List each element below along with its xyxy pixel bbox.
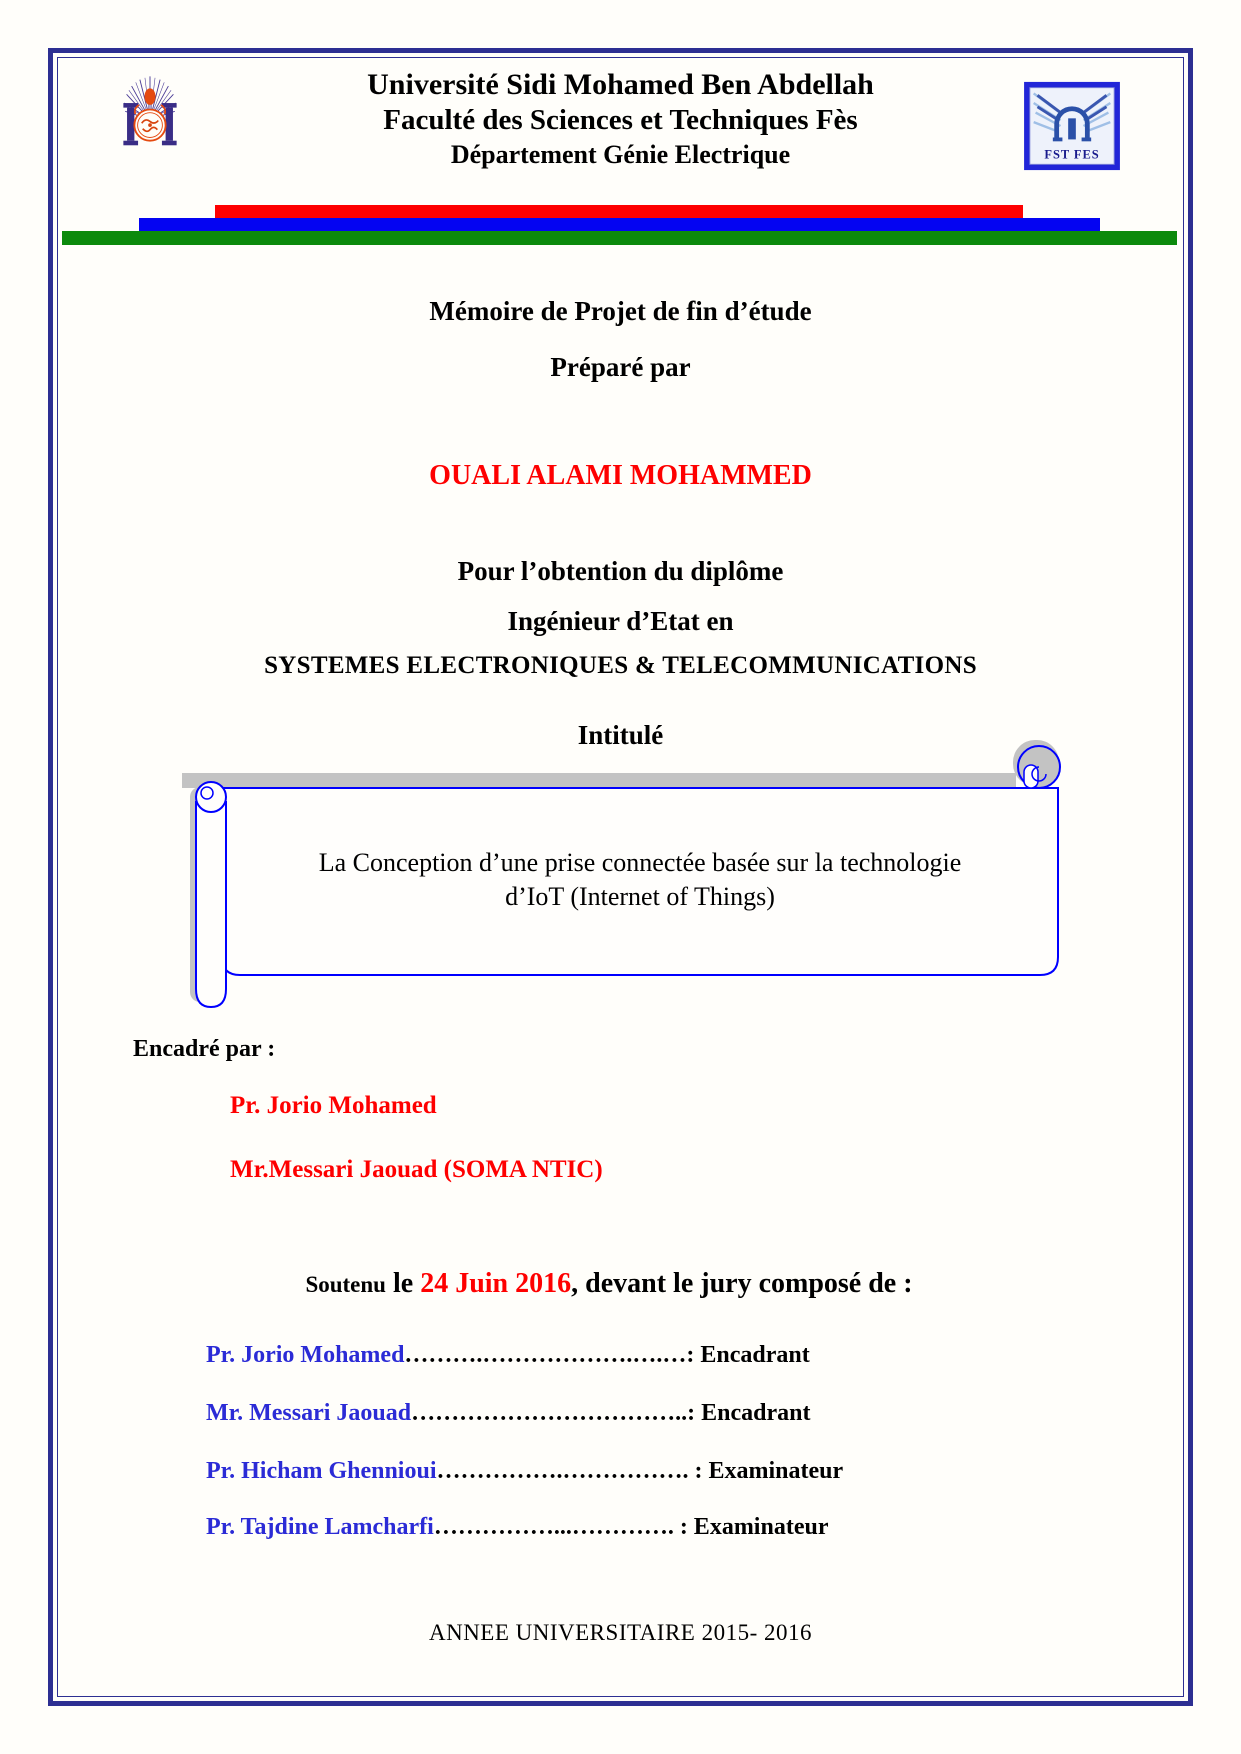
supervisor-item: Mr.Messari Jaouad (SOMA NTIC) [230,1156,603,1183]
defense-rest: , devant le jury composé de : [571,1268,913,1299]
academic-year: ANNEE UNIVERSITAIRE 2015- 2016 [428,1620,813,1645]
defense-word-soutenu: Soutenu [305,1272,386,1297]
jury-name: Mr. Messari Jaouad [206,1400,412,1426]
memoire-title: Mémoire de Projet de fin d’étude [429,296,812,326]
project-title-line1: La Conception d’une prise connectée basée sur la technologie [318,848,962,877]
defense-line [0,1268,1218,1300]
degree-line: Ingénieur d’Etat en [507,606,734,636]
jury-row [206,1342,810,1369]
jury-role: : Encadrant [686,1342,810,1368]
author-name: OUALI ALAMI MOHAMMED [429,460,812,491]
divider-bar-red [215,205,1023,218]
fst-fes-logo-text: FST FES [1044,147,1100,162]
intitule-label: Intitulé [577,720,664,750]
supervision-label: Encadré par : [133,1036,276,1062]
faculty-name: Faculté des Sciences et Techniques Fès [383,104,858,136]
jury-dots: …………….……………. [436,1458,695,1484]
jury-name: Pr. Jorio Mohamed [206,1342,405,1368]
university-name: Université Sidi Mohamed Ben Abdellah [367,68,874,101]
jury-role: : Encadrant [687,1400,811,1426]
jury-name: Pr. Tajdine Lamcharfi [206,1514,434,1540]
supervisor-item: Pr. Jorio Mohamed [230,1092,437,1119]
jury-dots: …………………………….. [411,1400,688,1426]
defense-word-le: le [385,1268,421,1299]
defense-date: 24 Juin 2016 [420,1268,572,1299]
speciality-line: SYSTEMES ELECTRONIQUES & TELECOMMUNICATIONS [264,652,977,679]
jury-row [206,1400,810,1427]
divider-bar-green [62,231,1177,245]
department-name: Département Génie Electrique [450,140,791,169]
project-title-line2: d’IoT (Internet of Things) [505,882,775,911]
jury-role: : Examinateur [679,1514,829,1540]
jury-row [206,1458,843,1485]
jury-dots: ……….……………….….… [404,1342,687,1368]
jury-name: Pr. Hicham Ghennioui [206,1458,437,1484]
diploma-line: Pour l’obtention du diplôme [457,556,784,586]
jury-row [206,1514,828,1541]
jury-role: : Examinateur [694,1458,844,1484]
jury-dots: ……………...…………. [433,1514,680,1540]
divider-bar-blue [139,218,1100,231]
project-title [222,846,1058,914]
prepared-by-label: Préparé par [550,352,691,382]
